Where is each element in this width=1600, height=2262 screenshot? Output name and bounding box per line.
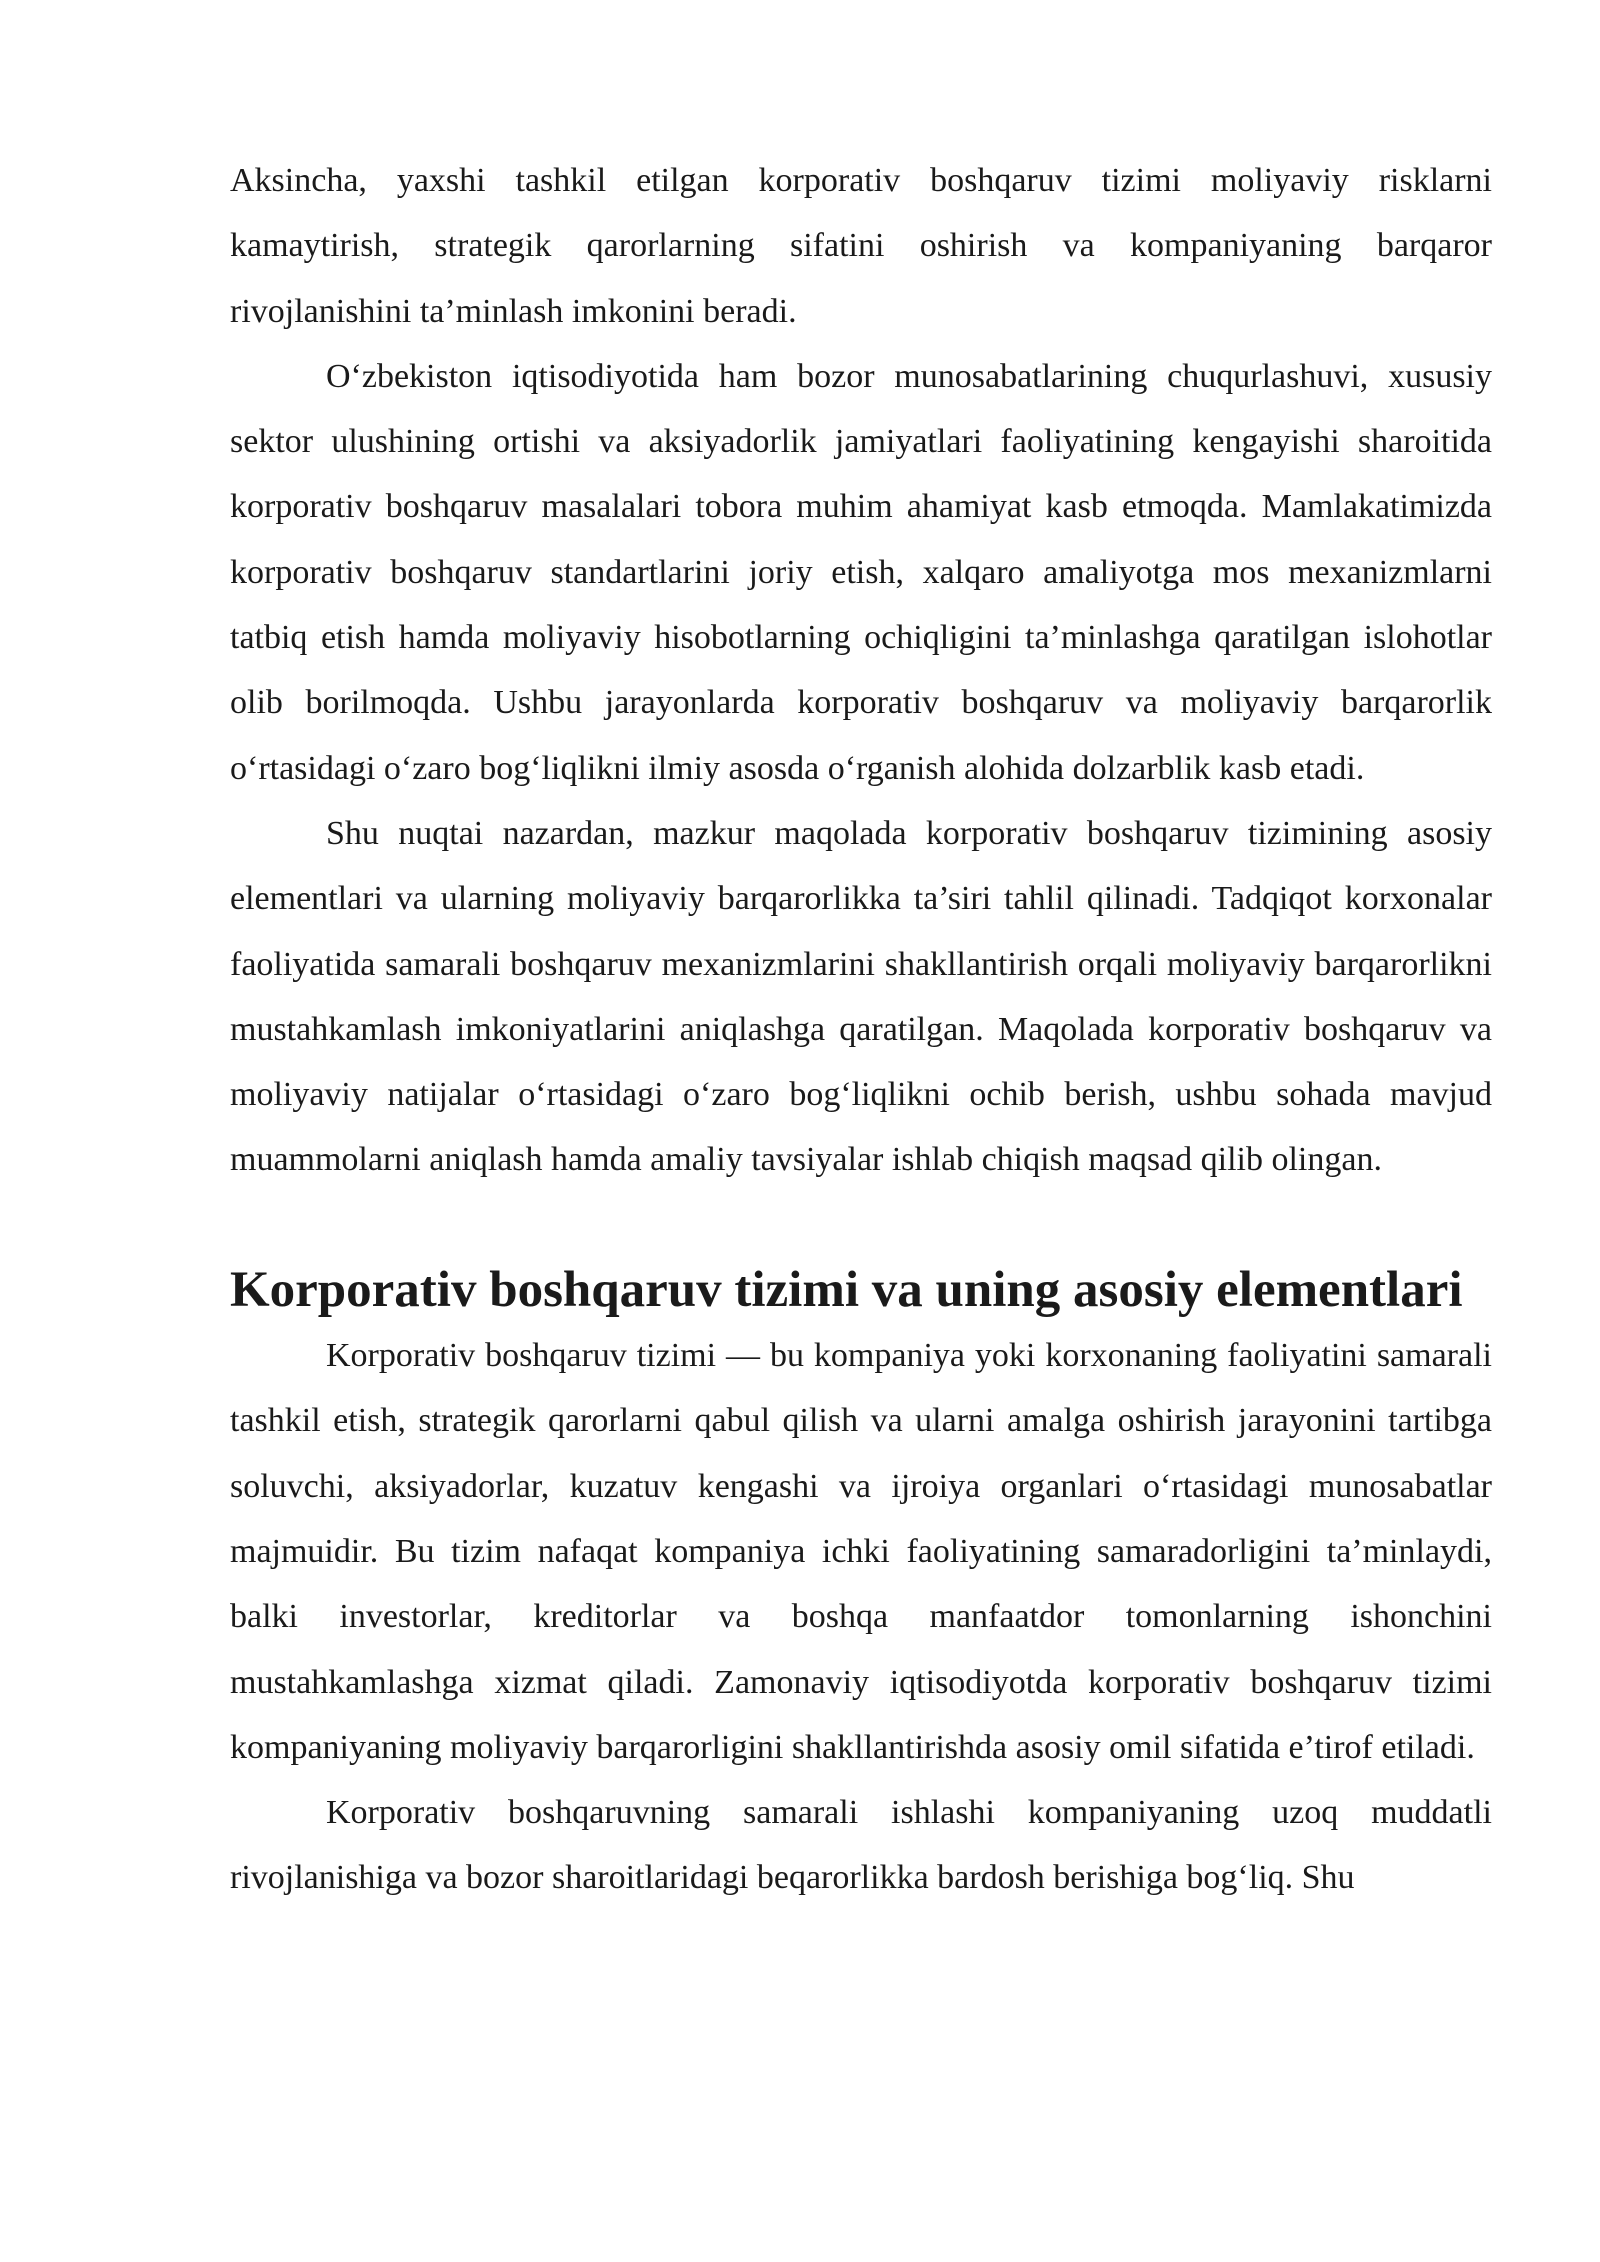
paragraph-governance-effectiveness: Korporativ boshqaruvning samarali ishlashi kompaniyaning uzoq muddatli rivojlanishiga va bozor sharoitlaridagi beqarorlikka bardosh berishiga bog‘liq. Shu: [230, 1794, 1492, 1897]
paragraph-governance-definition: Korporativ boshqaruv tizimi — bu kompaniya yoki korxonaning faoliyatini samarali tashkil etish, strategik qarorlarni qabul qilish va ularni amalga oshirish jarayonini tartibga soluvchi, aksiyadorlar, kuzatuv kengashi va ijroiya organlari o‘rtasidagi munosabatlar majmuidir. Bu tizim nafaqat kompaniya ichki faoliyatining samaradorligini ta’minlaydi, balki investorlar, kreditorlar va boshqa manfaatdor tomonlarning ishonchini mustahkamlashga xizmat qiladi. Zamonaviy iqtisodiyotda korporativ boshqaruv tizimi kompaniyaning moliyaviy barqarorligini shakllantirishda asosiy omil sifatida e’tirof etiladi.: [230, 1337, 1492, 1766]
section-heading: Korporativ boshqaruv tizimi va uning asosiy elementlari: [230, 1261, 1463, 1318]
document-body: [230, 148, 1492, 1911]
paragraph-uzbekistan-context: O‘zbekiston iqtisodiyotida ham bozor munosabatlarining chuqurlashuvi, xususiy sektor ulushining ortishi va aksiyadorlik jamiyatlari faoliyatining kengayishi sharoitida korporativ boshqaruv masalalari tobora muhim ahamiyat kasb etmoqda. Mamlakatimizda korporativ boshqaruv standartlarini joriy etish, xalqaro amaliyotga mos mexanizmlarni tatbiq etish hamda moliyaviy hisobotlarning ochiqligini ta’minlashga qaratilgan islohotlar olib borilmoqda. Ushbu jarayonlarda korporativ boshqaruv va moliyaviy barqarorlik o‘rtasidagi o‘zaro bog‘liqlikni ilmiy asosda o‘rganish alohida dolzarblik kasb etadi.: [230, 357, 1492, 787]
paragraph-article-purpose: Shu nuqtai nazardan, mazkur maqolada korporativ boshqaruv tizimining asosiy elementlari va ularning moliyaviy barqarorlikka ta’siri tahlil qilinadi. Tadqiqot korxonalar faoliyatida samarali boshqaruv mexanizmlarini shakllantirish orqali moliyaviy barqarorlikni mustahkamlash imkoniyatlarini aniqlashga qaratilgan. Maqolada korporativ boshqaruv va moliyaviy natijalar o‘rtasidagi o‘zaro bog‘liqlikni ochib berish, ushbu sohada mavjud muammolarni aniqlash hamda amaliy tavsiyalar ishlab chiqish maqsad qilib olingan.: [230, 814, 1492, 1179]
paragraph-continued: Aksincha, yaxshi tashkil etilgan korporativ boshqaruv tizimi moliyaviy risklarni kamaytirish, strategik qarorlarning sifatini oshirish va kompaniyaning barqaror rivojlanishini ta’minlash imkonini beradi.: [230, 162, 1492, 330]
